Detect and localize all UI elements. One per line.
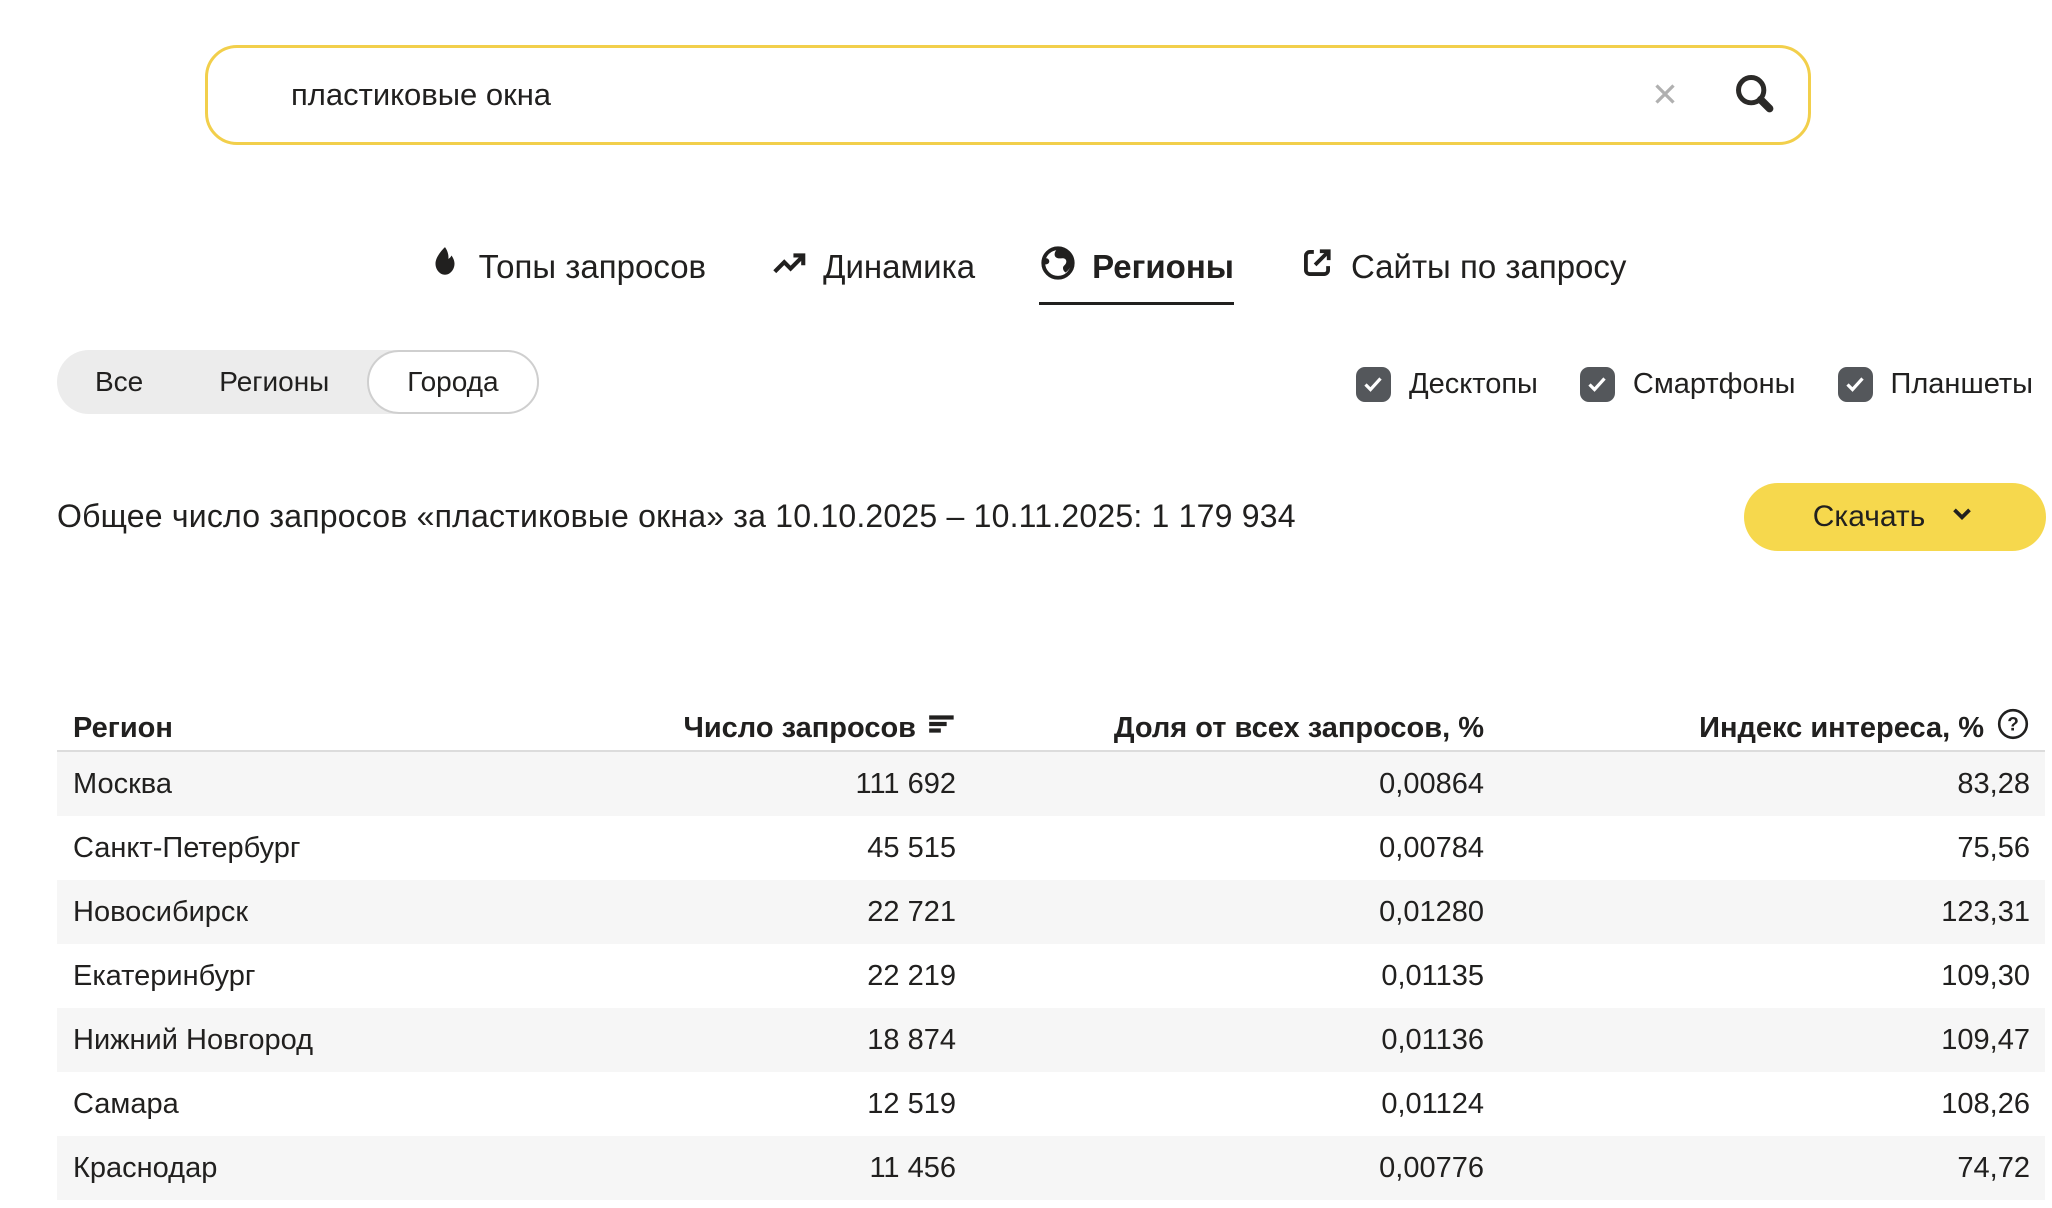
- device-filters: [1356, 364, 2033, 404]
- index-cell: 74,72: [1957, 1151, 2030, 1184]
- flame-icon: [426, 244, 464, 290]
- region-cell: Нижний Новгород: [73, 1023, 314, 1056]
- section-tabs: [0, 244, 2052, 305]
- table-row: [57, 944, 2045, 1008]
- share-cell: 0,01135: [1381, 959, 1484, 992]
- checkbox-label: Смартфоны: [1632, 367, 1796, 400]
- globe-icon: [1039, 244, 1077, 290]
- table-row: [57, 752, 2045, 816]
- region-cell: Новосибирск: [73, 895, 249, 928]
- column-header-label: Число запросов: [683, 711, 916, 744]
- chevron-down-icon: [1947, 498, 1977, 536]
- external-link-icon: [1298, 244, 1336, 290]
- regions-table: [57, 706, 2045, 1200]
- region-cell: Санкт-Петербург: [73, 831, 301, 864]
- checkbox-checked-icon: [1356, 367, 1391, 402]
- column-header-region: Регион: [73, 711, 173, 744]
- index-cell: 109,47: [1941, 1023, 2030, 1056]
- table-row: [57, 1136, 2045, 1200]
- table-row: [57, 1008, 2045, 1072]
- tab-sites-by-query[interactable]: [1298, 244, 1626, 305]
- checkbox-label: Планшеты: [1890, 367, 2033, 400]
- search-icon: [1732, 71, 1778, 120]
- column-header-label: Индекс интереса, %: [1699, 711, 1984, 744]
- table-header-row: [57, 706, 2045, 752]
- svg-text:?: ?: [2007, 714, 2019, 736]
- segment-all[interactable]: Все: [95, 366, 144, 397]
- desktops-checkbox[interactable]: [1356, 367, 1538, 402]
- tab-dynamics[interactable]: [770, 244, 975, 305]
- column-header-share: Доля от всех запросов, %: [1113, 711, 1484, 744]
- tablets-checkbox[interactable]: [1838, 367, 2033, 402]
- queries-cell: 111 692: [855, 767, 956, 800]
- queries-cell: 45 515: [867, 831, 956, 864]
- close-icon: [1648, 77, 1682, 114]
- share-cell: 0,01124: [1381, 1087, 1484, 1120]
- search-submit-button[interactable]: [1732, 71, 1778, 120]
- total-queries-summary: Общее число запросов «пластиковые окна» за 10.10.2025 – 10.11.2025: 1 179 934: [57, 498, 1296, 534]
- queries-cell: 18 874: [867, 1023, 956, 1056]
- tab-label: Динамика: [823, 248, 976, 285]
- index-cell: 83,28: [1957, 767, 2030, 800]
- share-cell: 0,01280: [1379, 895, 1484, 928]
- queries-cell: 11 456: [869, 1151, 956, 1184]
- table-row: [57, 880, 2045, 944]
- tab-top-queries[interactable]: [426, 244, 707, 305]
- segment-regions[interactable]: Регионы: [219, 366, 330, 397]
- search-bar: [205, 45, 1811, 145]
- table-row: [57, 1072, 2045, 1136]
- queries-cell: 22 219: [867, 959, 956, 992]
- download-button[interactable]: [1744, 483, 2046, 551]
- queries-cell: 22 721: [867, 895, 956, 928]
- share-cell: 0,01136: [1381, 1023, 1484, 1056]
- tab-regions[interactable]: [1039, 244, 1234, 305]
- region-cell: Екатеринбург: [73, 959, 256, 992]
- tab-label: Регионы: [1092, 248, 1234, 285]
- download-button-label: Скачать: [1812, 500, 1926, 533]
- queries-cell: 12 519: [867, 1087, 956, 1120]
- index-cell: 123,31: [1941, 895, 2030, 928]
- index-cell: 108,26: [1941, 1087, 2030, 1120]
- search-input[interactable]: [291, 77, 1648, 113]
- tab-label: Топы запросов: [478, 248, 707, 285]
- tab-label: Сайты по запросу: [1350, 248, 1627, 285]
- help-icon[interactable]: [1984, 707, 2030, 749]
- sort-desc-icon[interactable]: [916, 710, 956, 746]
- region-type-segmented-control: [57, 350, 539, 414]
- region-cell: Москва: [73, 767, 173, 800]
- checkbox-checked-icon: [1838, 367, 1873, 402]
- share-cell: 0,00776: [1379, 1151, 1484, 1184]
- index-cell: 109,30: [1941, 959, 2030, 992]
- smartphones-checkbox[interactable]: [1580, 367, 1796, 402]
- column-header-index: [1484, 707, 2030, 749]
- region-cell: Краснодар: [73, 1151, 218, 1184]
- trend-icon: [770, 244, 808, 290]
- share-cell: 0,00864: [1379, 767, 1484, 800]
- share-cell: 0,00784: [1379, 831, 1484, 864]
- table-row: [57, 816, 2045, 880]
- column-header-queries[interactable]: [626, 710, 956, 746]
- checkbox-checked-icon: [1580, 367, 1615, 402]
- region-cell: Самара: [73, 1087, 179, 1120]
- checkbox-label: Десктопы: [1408, 367, 1538, 400]
- clear-search-button[interactable]: [1648, 77, 1682, 114]
- index-cell: 75,56: [1957, 831, 2030, 864]
- segment-cities[interactable]: Города: [367, 350, 538, 414]
